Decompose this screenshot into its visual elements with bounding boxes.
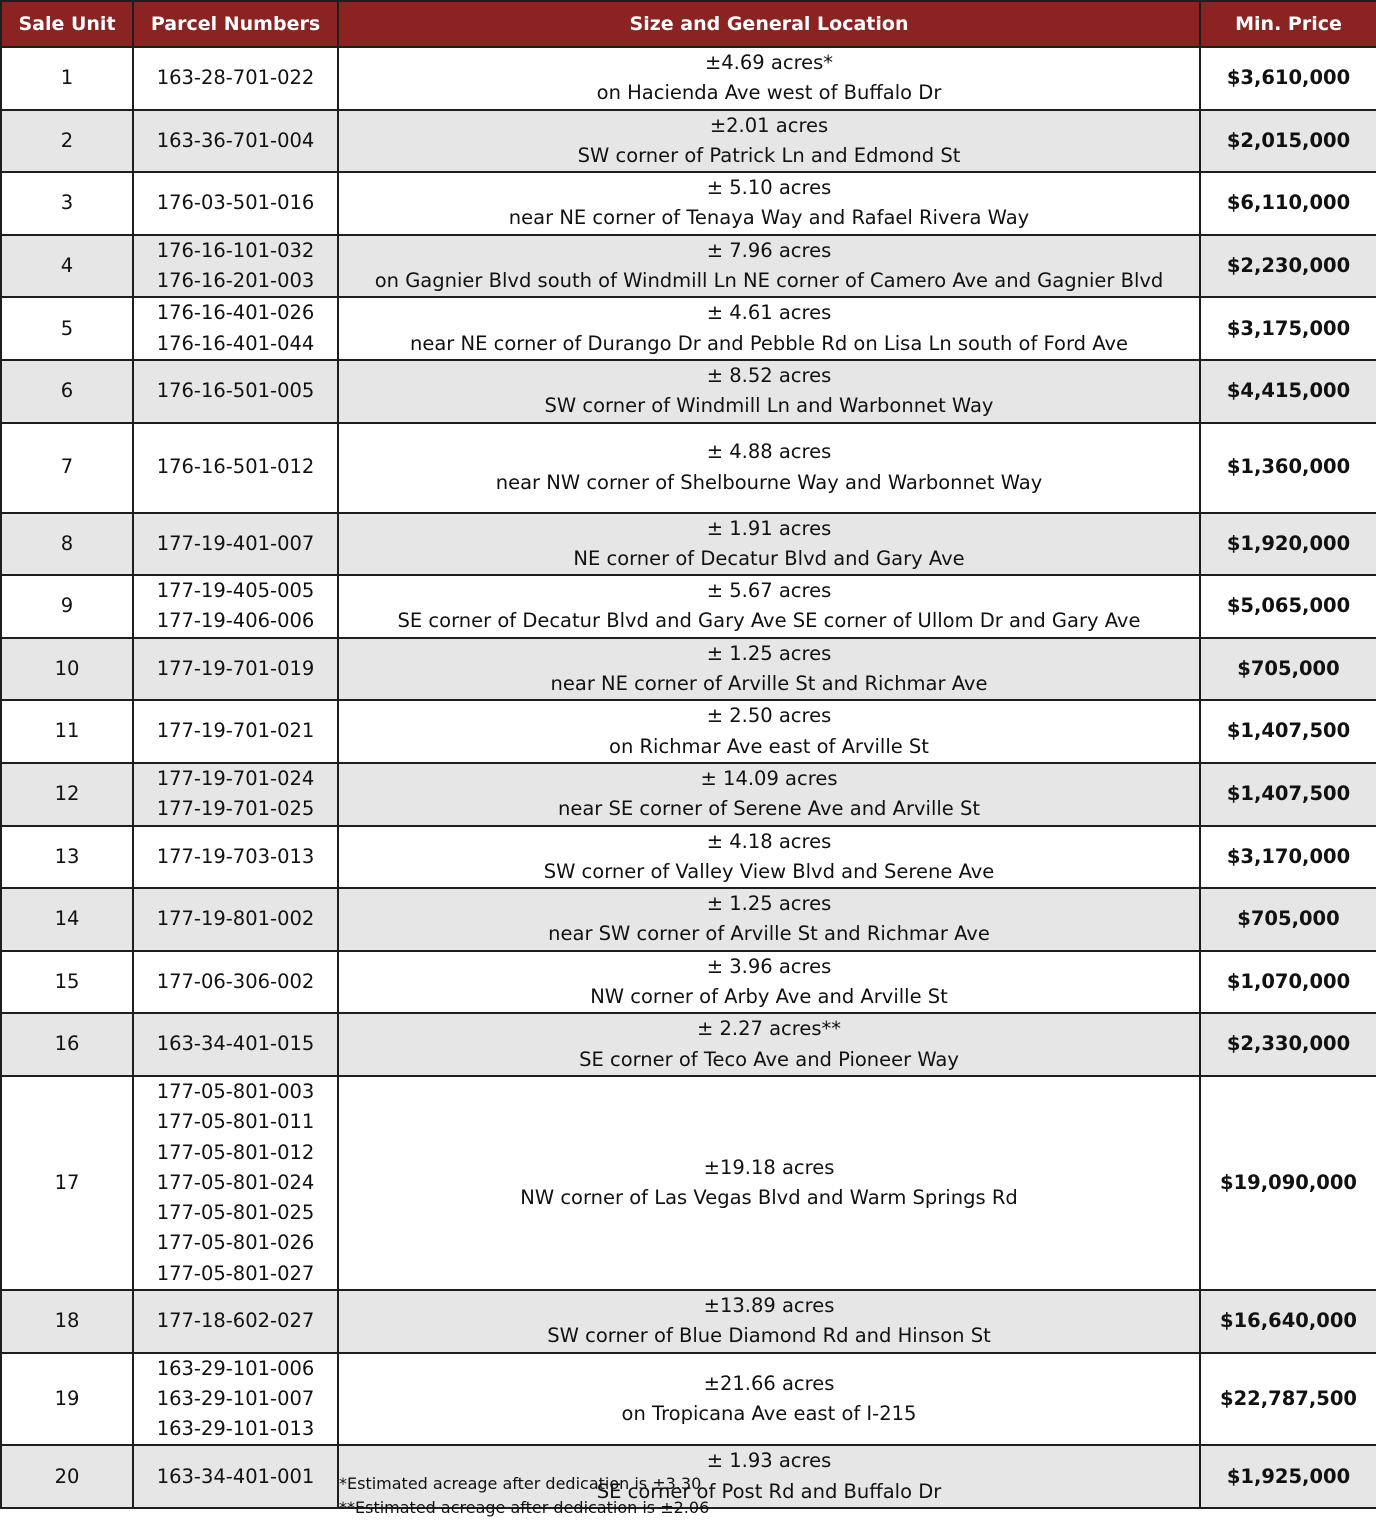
- parcel-number: 163-29-101-013: [156, 1417, 315, 1441]
- general-location: near NE corner of Durango Dr and Pebble Rd on Lisa Ln south of Ford Ave: [410, 331, 1128, 355]
- size-location-cell: [338, 297, 1200, 360]
- general-location: NE corner of Decatur Blvd and Gary Ave: [573, 546, 965, 570]
- parcel-number: 176-16-101-032: [156, 238, 315, 262]
- sale-unit-cell: 18: [1, 1290, 133, 1353]
- parcel-numbers-cell: [133, 1290, 338, 1353]
- general-location: on Gagnier Blvd south of Windmill Ln NE corner of Camero Ave and Gagnier Blvd: [374, 269, 1164, 293]
- acreage: ±4.69 acres*: [704, 51, 834, 74]
- general-location: NW corner of Las Vegas Blvd and Warm Springs Rd: [520, 1185, 1018, 1209]
- parcel-number: 176-03-501-016: [156, 191, 315, 215]
- min-price-cell: $1,070,000: [1200, 951, 1376, 1014]
- size-location-cell: [338, 423, 1200, 513]
- parcel-numbers-cell: [133, 763, 338, 826]
- header-row: [1, 1, 1376, 47]
- min-price-cell: $1,920,000: [1200, 513, 1376, 576]
- acreage: ± 1.25 acres: [706, 892, 832, 916]
- size-location-cell: [338, 1076, 1200, 1290]
- acreage: ± 4.61 acres: [706, 301, 832, 325]
- parcel-numbers-cell: [133, 110, 338, 173]
- acreage: ± 2.27 acres**: [696, 1017, 842, 1041]
- general-location: near NW corner of Shelbourne Way and Warbonnet Way: [495, 470, 1043, 494]
- sale-unit-cell: 3: [1, 172, 133, 235]
- parcel-numbers-cell: [133, 700, 338, 763]
- parcel-number: 177-19-703-013: [156, 844, 315, 868]
- sale-unit-cell: 13: [1, 826, 133, 889]
- acreage: ± 5.10 acres: [706, 176, 832, 200]
- acreage: ± 1.93 acres: [706, 1449, 832, 1473]
- sale-unit-cell: 11: [1, 700, 133, 763]
- sale-unit-cell: 14: [1, 888, 133, 951]
- size-location-cell: [338, 1013, 1200, 1076]
- table-row: [1, 1076, 1376, 1290]
- table-row: [1, 360, 1376, 423]
- min-price-cell: $22,787,500: [1200, 1353, 1376, 1446]
- footnote: *Estimated acreage after dedication is ±3.30: [339, 1474, 702, 1493]
- header-size-location: Size and General Location: [338, 1, 1200, 47]
- size-location-cell: [338, 638, 1200, 701]
- general-location: SW corner of Valley View Blvd and Serene Ave: [543, 859, 995, 883]
- table-row: [1, 297, 1376, 360]
- table-row: [1, 700, 1376, 763]
- acreage: ± 8.52 acres: [706, 363, 832, 387]
- table-row: [1, 1290, 1376, 1353]
- min-price-cell: $5,065,000: [1200, 575, 1376, 638]
- parcel-numbers-cell: [133, 888, 338, 951]
- table-row: [1, 172, 1376, 235]
- parcel-numbers-cell: [133, 47, 338, 110]
- header-sale-unit: Sale Unit: [1, 1, 133, 47]
- min-price-cell: $1,360,000: [1200, 423, 1376, 513]
- sale-unit-cell: 15: [1, 951, 133, 1014]
- sale-unit-cell: 1: [1, 47, 133, 110]
- min-price-cell: $1,407,500: [1200, 763, 1376, 826]
- parcel-numbers-cell: [133, 951, 338, 1014]
- footnotes: [339, 1472, 709, 1520]
- min-price-cell: $3,610,000: [1200, 47, 1376, 110]
- parcel-number: 177-05-801-003: [156, 1079, 315, 1103]
- parcel-numbers-cell: [133, 638, 338, 701]
- parcel-numbers-cell: [133, 575, 338, 638]
- parcel-number: 177-05-801-011: [156, 1110, 315, 1134]
- general-location: on Hacienda Ave west of Buffalo Dr: [596, 81, 942, 105]
- table-row: [1, 47, 1376, 110]
- parcel-numbers-cell: [133, 826, 338, 889]
- table-row: [1, 423, 1376, 513]
- acreage: ± 2.50 acres: [706, 704, 832, 728]
- sale-unit-cell: 17: [1, 1076, 133, 1290]
- min-price-cell: $16,640,000: [1200, 1290, 1376, 1353]
- parcel-number: 177-19-701-025: [156, 797, 315, 821]
- parcel-numbers-cell: [133, 172, 338, 235]
- parcel-number: 177-05-801-026: [156, 1231, 315, 1255]
- parcel-number: 177-18-602-027: [156, 1309, 315, 1333]
- general-location: near NE corner of Tenaya Way and Rafael Rivera Way: [508, 206, 1030, 230]
- acreage: ± 4.18 acres: [706, 829, 832, 853]
- general-location: SW corner of Windmill Ln and Warbonnet Way: [544, 394, 994, 418]
- parcel-number: 177-19-801-002: [156, 907, 315, 931]
- size-location-cell: [338, 1290, 1200, 1353]
- parcel-number: 177-19-701-021: [156, 719, 315, 743]
- min-price-cell: $705,000: [1200, 638, 1376, 701]
- sale-unit-cell: 2: [1, 110, 133, 173]
- acreage: ± 4.88 acres: [706, 440, 832, 464]
- general-location: SE corner of Decatur Blvd and Gary Ave SE corner of Ullom Dr and Gary Ave: [397, 609, 1141, 633]
- parcel-numbers-cell: [133, 360, 338, 423]
- header-parcel-numbers: Parcel Numbers: [133, 1, 338, 47]
- size-location-cell: [338, 47, 1200, 110]
- parcel-number: 177-05-801-025: [156, 1201, 315, 1225]
- sale-unit-cell: 8: [1, 513, 133, 576]
- general-location: on Tropicana Ave east of I-215: [621, 1402, 917, 1426]
- parcel-number: 177-05-801-027: [156, 1261, 315, 1285]
- table-row: [1, 951, 1376, 1014]
- sale-unit-cell: 7: [1, 423, 133, 513]
- size-location-cell: [338, 360, 1200, 423]
- table-row: [1, 575, 1376, 638]
- parcel-numbers-cell: [133, 513, 338, 576]
- min-price-cell: $6,110,000: [1200, 172, 1376, 235]
- acreage: ± 1.91 acres: [706, 516, 832, 540]
- parcel-number: 177-19-405-005: [156, 579, 315, 603]
- min-price-cell: $19,090,000: [1200, 1076, 1376, 1290]
- sale-unit-cell: 6: [1, 360, 133, 423]
- parcel-number: 176-16-501-012: [156, 455, 315, 479]
- table-row: [1, 826, 1376, 889]
- min-price-cell: $4,415,000: [1200, 360, 1376, 423]
- general-location: near NE corner of Arville St and Richmar Ave: [550, 672, 988, 696]
- min-price-cell: $2,015,000: [1200, 110, 1376, 173]
- size-location-cell: [338, 513, 1200, 576]
- table-row: [1, 513, 1376, 576]
- acreage: ±21.66 acres: [703, 1371, 835, 1395]
- parcel-number: 163-36-701-004: [156, 128, 315, 152]
- parcel-number: 177-06-306-002: [156, 969, 315, 993]
- general-location: SE corner of Teco Ave and Pioneer Way: [579, 1047, 959, 1071]
- table-row: [1, 235, 1376, 298]
- parcel-number: 177-19-701-024: [156, 766, 315, 790]
- sale-unit-cell: 4: [1, 235, 133, 298]
- size-location-cell: [338, 888, 1200, 951]
- acreage: ± 5.67 acres: [706, 579, 832, 603]
- parcel-number: 163-28-701-022: [156, 66, 315, 90]
- parcel-number: 163-29-101-007: [156, 1386, 315, 1410]
- size-location-cell: [338, 763, 1200, 826]
- min-price-cell: $2,230,000: [1200, 235, 1376, 298]
- sale-unit-cell: 20: [1, 1445, 133, 1508]
- acreage: ±2.01 acres: [709, 113, 829, 137]
- table-row: [1, 763, 1376, 826]
- parcel-numbers-cell: [133, 1013, 338, 1076]
- sale-unit-cell: 9: [1, 575, 133, 638]
- size-location-cell: [338, 110, 1200, 173]
- table-row: [1, 638, 1376, 701]
- table-row: [1, 888, 1376, 951]
- size-location-cell: [338, 172, 1200, 235]
- sale-unit-cell: 5: [1, 297, 133, 360]
- parcel-number: 177-19-701-019: [156, 656, 315, 680]
- parcel-number: 163-34-401-015: [156, 1032, 315, 1056]
- acreage: ±19.18 acres: [703, 1155, 835, 1179]
- acreage: ± 1.25 acres: [706, 641, 832, 665]
- general-location: NW corner of Arby Ave and Arville St: [590, 985, 948, 1009]
- parcel-number: 163-34-401-001: [156, 1464, 315, 1488]
- size-location-cell: [338, 575, 1200, 638]
- general-location: SE corner of Post Rd and Buffalo Dr: [596, 1479, 942, 1503]
- table-row: [1, 110, 1376, 173]
- size-location-cell: [338, 235, 1200, 298]
- table-row: [1, 1013, 1376, 1076]
- general-location: on Richmar Ave east of Arville St: [609, 734, 929, 758]
- size-location-cell: [338, 700, 1200, 763]
- acreage: ±13.89 acres: [703, 1293, 835, 1317]
- acreage: ± 7.96 acres: [706, 238, 832, 262]
- general-location: SW corner of Patrick Ln and Edmond St: [577, 143, 961, 167]
- min-price-cell: $3,175,000: [1200, 297, 1376, 360]
- footnote: **Estimated acreage after dedication is ±2.06: [339, 1498, 710, 1517]
- size-location-cell: [338, 951, 1200, 1014]
- parcel-number: 176-16-401-044: [156, 331, 315, 355]
- parcel-number: 176-16-201-003: [156, 269, 315, 293]
- size-location-cell: [338, 1353, 1200, 1446]
- min-price-cell: $3,170,000: [1200, 826, 1376, 889]
- parcel-number: 176-16-501-005: [156, 379, 315, 403]
- parcel-number: 177-19-406-006: [156, 609, 315, 633]
- parcel-number: 163-29-101-006: [156, 1356, 315, 1380]
- parcel-number: 177-05-801-024: [156, 1170, 315, 1194]
- min-price-cell: $1,407,500: [1200, 700, 1376, 763]
- acreage: ± 3.96 acres: [706, 954, 832, 978]
- parcel-number: 177-05-801-012: [156, 1140, 315, 1164]
- acreage: ± 14.09 acres: [700, 766, 838, 790]
- sale-unit-cell: 12: [1, 763, 133, 826]
- parcel-numbers-cell: [133, 1445, 338, 1508]
- general-location: near SE corner of Serene Ave and Arville St: [557, 797, 980, 821]
- min-price-cell: $1,925,000: [1200, 1445, 1376, 1508]
- parcel-numbers-cell: [133, 235, 338, 298]
- header-min-price: Min. Price: [1200, 1, 1376, 47]
- parcel-numbers-cell: [133, 423, 338, 513]
- sale-unit-cell: 16: [1, 1013, 133, 1076]
- parcel-numbers-cell: [133, 297, 338, 360]
- general-location: near SW corner of Arville St and Richmar Ave: [548, 922, 990, 946]
- size-location-cell: [338, 826, 1200, 889]
- sale-unit-cell: 10: [1, 638, 133, 701]
- parcel-number: 176-16-401-026: [156, 301, 315, 325]
- general-location: SW corner of Blue Diamond Rd and Hinson St: [547, 1324, 991, 1348]
- parcel-numbers-cell: [133, 1353, 338, 1446]
- min-price-cell: $705,000: [1200, 888, 1376, 951]
- parcel-number: 177-19-401-007: [156, 531, 315, 555]
- parcel-numbers-cell: [133, 1076, 338, 1290]
- sale-unit-cell: 19: [1, 1353, 133, 1446]
- table-row: [1, 1353, 1376, 1446]
- min-price-cell: $2,330,000: [1200, 1013, 1376, 1076]
